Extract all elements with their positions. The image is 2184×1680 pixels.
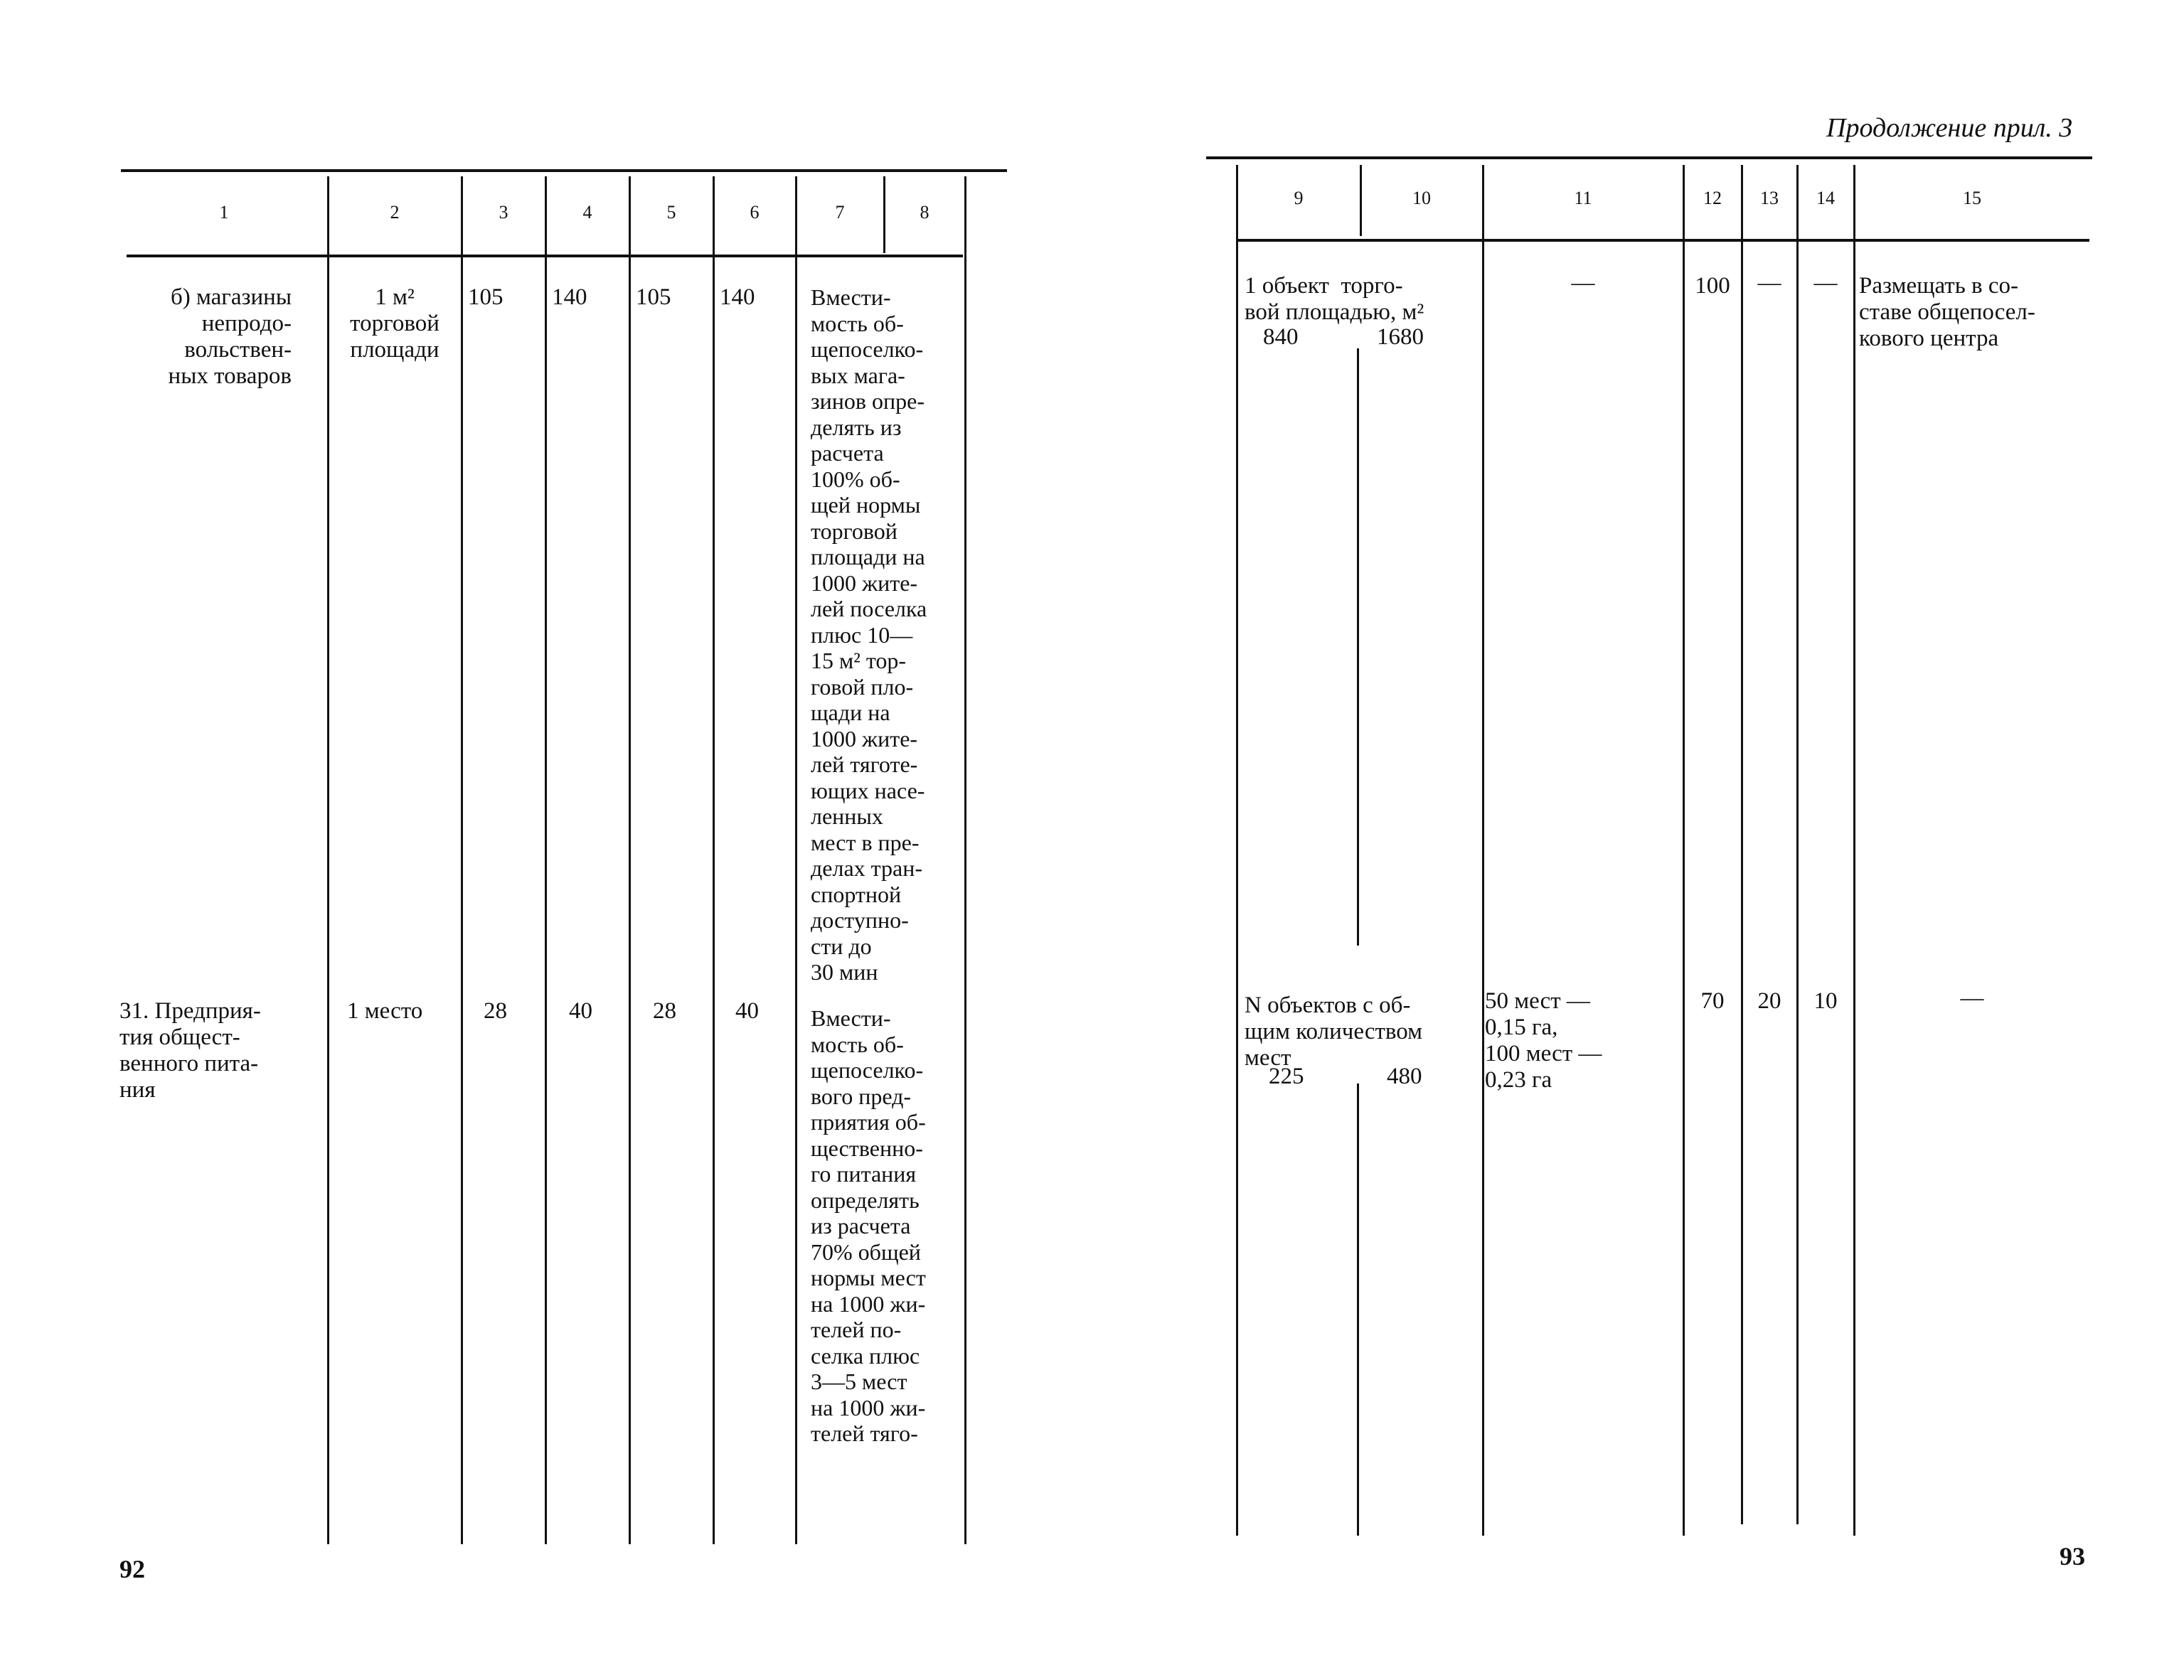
- left-header-col-3: 3: [499, 202, 508, 223]
- right-row1-col13: —: [1757, 270, 1781, 296]
- right-row2-col12: 70: [1700, 988, 1725, 1014]
- right-row2-col9: 225: [1269, 1064, 1304, 1089]
- left-row2-col5: 28: [653, 998, 676, 1024]
- left-col-rule: [327, 176, 329, 1544]
- left-row1-note: Вмести- мость об- щепоселко- вых мага- зинов опре- делять из расчета 100% об- щей нормы торговой площади на 1000 жите- лей поселка плюс 10— 15 м² тор- говой пло- щади на 1000 жите- лей тяготе- ющих насе- ленных мест в пре- делах тран- спортной доступно- сти до 30 мин: [811, 284, 927, 985]
- right-col-rule: [1853, 165, 1855, 1536]
- right-table-header-rule: [1237, 239, 2089, 242]
- right-header-col-14: 14: [1816, 188, 1835, 208]
- left-row2-name: 31. Предприя- тия общест- венного пита- ния: [119, 998, 261, 1103]
- right-table-top-rule: [1206, 156, 2092, 159]
- right-header-col-12: 12: [1703, 188, 1722, 208]
- left-page-number: 92: [119, 1555, 145, 1583]
- right-row2-col13: 20: [1757, 988, 1781, 1014]
- right-row2-col10: 480: [1387, 1064, 1422, 1089]
- left-col-rule: [795, 176, 797, 1544]
- right-col-rule: [1683, 165, 1685, 1536]
- left-col-rule: [964, 176, 966, 1544]
- left-row1-unit: 1 м² торговой площади: [350, 284, 440, 363]
- left-row1-col6: 140: [720, 284, 755, 310]
- right-header-col-9: 9: [1294, 188, 1304, 208]
- left-header-col-6: 6: [750, 202, 760, 223]
- right-row1-col14: —: [1813, 270, 1838, 296]
- left-header-col-1: 1: [219, 202, 229, 223]
- right-col-rule: [1482, 165, 1484, 1536]
- left-header-col-2: 2: [390, 202, 400, 223]
- right-row1-col11: —: [1571, 270, 1595, 296]
- left-table-top-rule: [121, 169, 1007, 172]
- right-header-col-10: 10: [1412, 188, 1431, 208]
- right-col-rule: [1741, 165, 1743, 1524]
- left-header-col-8: 8: [920, 202, 929, 223]
- left-header-col-4: 4: [582, 202, 592, 223]
- right-col-rule: [1236, 165, 1238, 1536]
- right-row2-col14: 10: [1813, 988, 1838, 1014]
- right-row1-col9: 840: [1263, 324, 1299, 350]
- left-col-rule: [713, 176, 715, 1544]
- right-row2-col15: —: [1960, 985, 1984, 1011]
- left-row2-note: Вмести- мость об- щепоселко- вого пред- приятия об- щественно- го питания определять из расчета 70% общей нормы мест на 1000 жи- телей по- селка плюс 3—5 мест на 1000 жи- телей тяго-: [811, 1005, 926, 1446]
- right-row1-col15: Размещать в со- ставе общепосел- кового центра: [1859, 273, 2035, 351]
- continuation-label: Продолжение прил. 3: [1826, 113, 2073, 143]
- right-col-rule: [1796, 165, 1799, 1524]
- right-header-col-11: 11: [1574, 188, 1592, 208]
- right-row1-object-text: 1 объект торго- вой площадью, м²: [1245, 273, 1424, 325]
- left-header-col-5: 5: [666, 202, 676, 223]
- right-row2-object-text: N объектов с об- щим количеством мест: [1245, 993, 1422, 1071]
- left-row2-col6: 40: [735, 998, 759, 1024]
- left-col-rule: [629, 176, 631, 1544]
- left-row2-unit: 1 место: [347, 998, 423, 1024]
- right-header-col-13: 13: [1760, 188, 1779, 208]
- left-header-col-7: 7: [835, 202, 845, 223]
- right-col-rule: [1357, 348, 1359, 946]
- left-row2-col3: 28: [484, 998, 507, 1024]
- left-row2-col4: 40: [569, 998, 592, 1024]
- right-header-col-15: 15: [1963, 188, 1981, 208]
- left-row1-col3: 105: [468, 284, 504, 310]
- right-row2-col11: 50 мест — 0,15 га, 100 мест — 0,23 га: [1485, 988, 1602, 1093]
- left-row1-name: б) магазины непродо- вольствен- ных товаров: [168, 284, 292, 389]
- right-row1-col10: 1680: [1377, 324, 1424, 350]
- left-col-rule: [545, 176, 547, 1544]
- left-row1-col5: 105: [636, 284, 671, 310]
- right-page-number: 93: [2060, 1542, 2085, 1571]
- right-row1-col12: 100: [1695, 273, 1730, 299]
- left-col-rule: [461, 176, 463, 1544]
- right-col-rule: [1357, 1084, 1359, 1536]
- left-row1-col4: 140: [552, 284, 587, 310]
